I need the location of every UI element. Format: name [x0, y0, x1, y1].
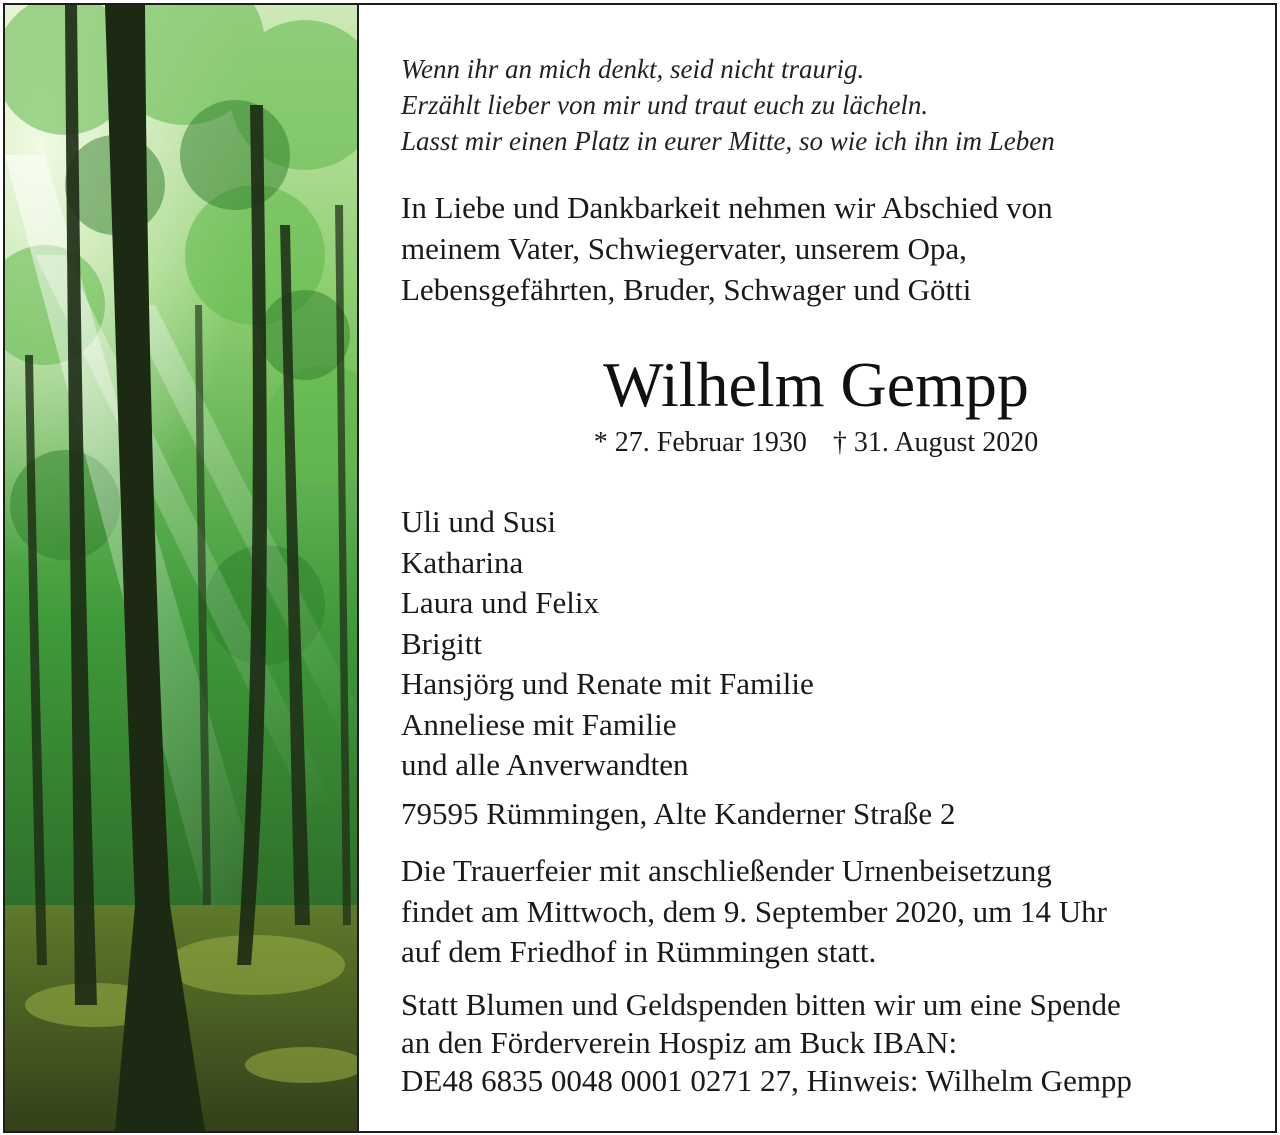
ceremony-info — [401, 851, 1261, 973]
mourner: Laura und Felix — [401, 585, 600, 620]
mourner: Brigitt — [401, 625, 482, 661]
poem-line: Erzählt lieber von mir und traut euch zu lächeln. — [401, 90, 929, 120]
ceremony-line: findet am Mittwoch, dem 9. September 2020, um 14 Uhr — [401, 893, 1107, 929]
poem-line: Wenn ihr an mich denkt, seid nicht traurig. — [401, 54, 865, 84]
memorial-poem — [401, 51, 1261, 159]
address: 79595 Rümmingen, Alte Kanderner Straße 2 — [401, 796, 956, 831]
mourners-list — [401, 502, 1261, 786]
donation-line: an den Förderverein Hospiz am Buck IBAN: — [401, 1025, 958, 1060]
mourner: und alle Anverwandten — [401, 747, 689, 782]
forest-photo — [5, 5, 359, 1131]
intro-line: Lebensgefährten, Bruder, Schwager und Götti — [401, 272, 972, 307]
deceased-name: Wilhelm Gempp — [603, 349, 1029, 420]
birth-date: * 27. Februar 1930 — [593, 427, 807, 458]
notice-text — [401, 5, 1261, 1131]
donation-info — [401, 986, 1261, 1100]
mourner: Hansjörg und Renate mit Familie — [401, 666, 814, 701]
intro-line: In Liebe und Dankbarkeit nehmen wir Abschied von — [401, 190, 1053, 225]
ceremony-line: Die Trauerfeier mit anschließender Urnenbeisetzung — [401, 853, 1052, 888]
death-date: † 31. August 2020 — [832, 427, 1039, 458]
intro-line: meinem Vater, Schwiegervater, unserem Opa, — [401, 231, 967, 266]
mourner: Katharina — [401, 544, 524, 580]
donation-line: DE48 6835 0048 0001 0271 27, Hinweis: Wilhelm Gempp — [401, 1063, 1132, 1098]
farewell-intro — [401, 187, 1261, 310]
poem-line: Lasst mir einen Platz in eurer Mitte, so wie ich ihn im Leben — [401, 126, 1055, 156]
life-dates — [401, 425, 1231, 461]
mourner: Anneliese mit Familie — [401, 706, 677, 742]
mourner: Uli und Susi — [401, 504, 557, 539]
obituary-notice — [3, 3, 1277, 1133]
donation-line: Statt Blumen und Geldspenden bitten wir um eine Spende — [401, 987, 1121, 1022]
ceremony-line: auf dem Friedhof in Rümmingen statt. — [401, 934, 877, 969]
